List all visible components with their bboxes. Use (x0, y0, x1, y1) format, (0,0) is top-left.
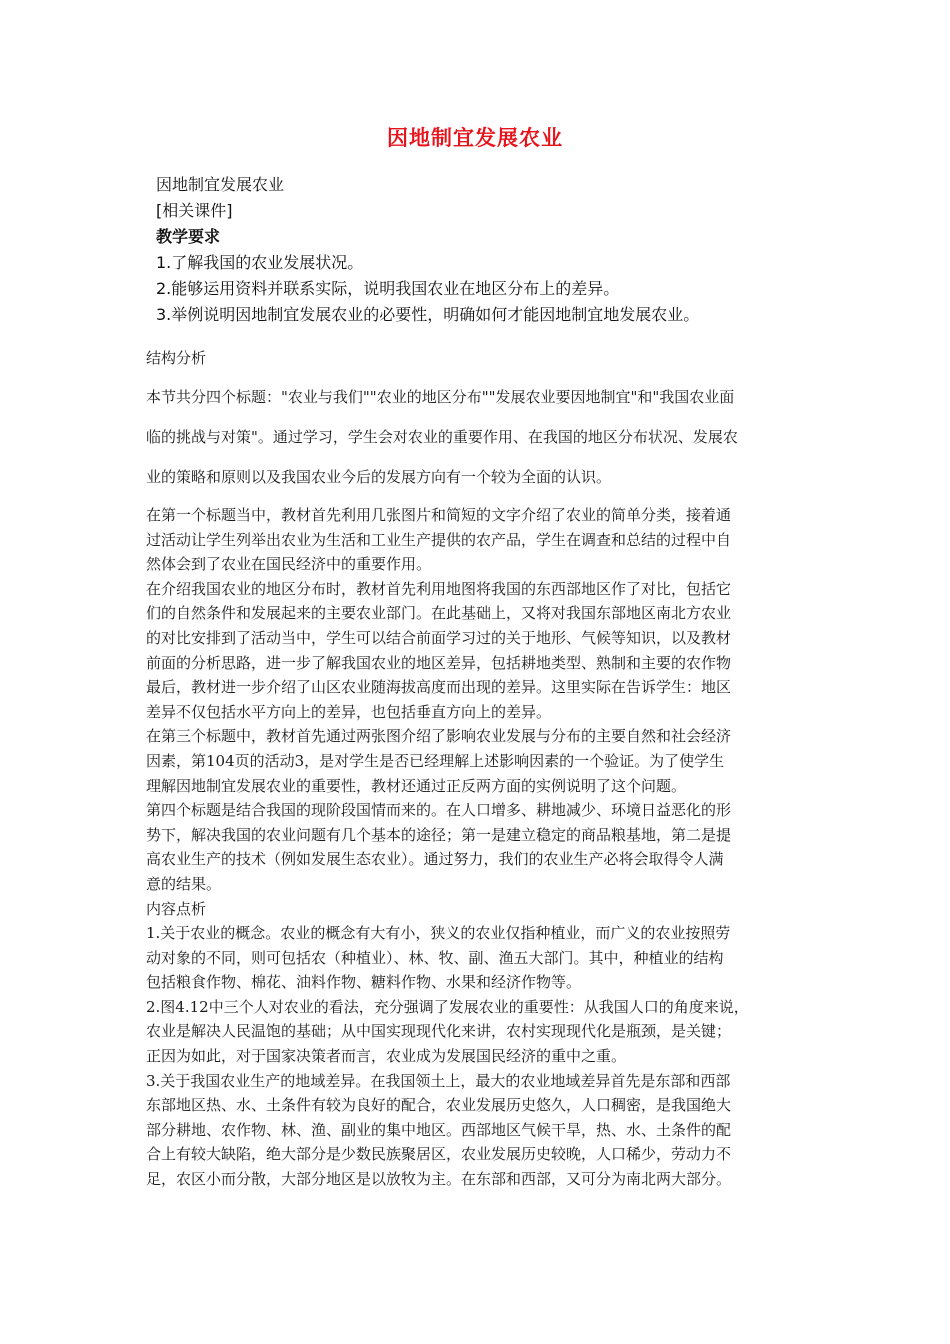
text-line: 前面的分析思路，进一步了解我国农业的地区差异，包括耕地类型、熟制和主要的农作物 (146, 653, 732, 672)
requirement-item: 3.举例说明因地制宜发展农业的必要性，明确如何才能因地制宜地发展农业。 (156, 305, 700, 324)
text-line: 3.关于我国农业生产的地域差异。在我国领土上，最大的农业地域差异首先是东部和西部 (146, 1071, 731, 1090)
text-line: 最后，教材进一步介绍了山区农业随海拔高度而出现的差异。这里实际在告诉学生：地区 (146, 678, 732, 697)
text-line: 2.图4.12中三个人对农业的看法，充分强调了发展农业的重要性：从我国人口的角度来说， (146, 997, 749, 1016)
text-line: 包括粮食作物、棉花、油料作物、糖料作物、水果和经济作物等。 (146, 973, 582, 992)
text-line: 正因为如此，对于国家决策者而言，农业成为发展国民经济的重中之重。 (146, 1047, 627, 1066)
text-line: 们的自然条件和发展起来的主要农业部门。在此基础上，又将对我国东部地区南北方农业 (146, 604, 732, 623)
text-line: 东部地区热、水、土条件有较为良好的配合，农业发展历史悠久，人口稠密，是我国绝大 (146, 1096, 732, 1115)
text-line: 第四个标题是结合我国的现阶段国情而来的。在人口增多、耕地减少、环境日益恶化的形 (146, 801, 732, 820)
text-line: 意的结果。 (146, 874, 222, 893)
text-line: 在第三个标题中，教材首先通过两张图介绍了影响农业发展与分布的主要自然和社会经济 (146, 727, 732, 746)
text-line: 足，农区小而分散，大部分地区是以放牧为主。在东部和西部，又可分为南北两大部分。 (146, 1170, 732, 1189)
text-line: 本节共分四个标题："农业与我们""农业的地区分布""发展农业要因地制宜"和"我国农业面 (146, 388, 735, 406)
text-line: 在介绍我国农业的地区分布时，教材首先利用地图将我国的东西部地区作了对比，包括它 (146, 579, 732, 598)
text-line: 在第一个标题当中，教材首先利用几张图片和简短的文字介绍了农业的简单分类，接着通 (146, 506, 732, 524)
related-courseware-label: [相关课件] (156, 201, 233, 220)
text-line: 1.关于农业的概念。农业的概念有大有小，狭义的农业仅指种植业，而广义的农业按照劳 (146, 924, 731, 943)
requirements-heading: 教学要求 (156, 227, 221, 246)
text-line: 因素，第104页的活动3，是对学生是否已经理解上述影响因素的一个验证。为了使学生 (146, 751, 725, 770)
scanned-subtitle: 因地制宜发展农业 (156, 175, 285, 194)
text-line: 高农业生产的技术（例如发展生态农业）。通过努力，我们的农业生产必将会取得令人满 (146, 850, 724, 869)
text-line: 农业是解决人民温饱的基础；从中国实现现代化来讲，农村实现现代化是瓶颈，是关键； (146, 1022, 732, 1041)
text-line: 合上有较大缺陷，绝大部分是少数民族聚居区，农业发展历史较晚，人口稀少，劳动力不 (146, 1145, 732, 1164)
text-line: 业的策略和原则以及我国农业今后的发展方向有一个较为全面的认识。 (146, 468, 612, 486)
text-line: 差异不仅包括水平方向上的差异，也包括垂直方向上的差异。 (146, 702, 552, 721)
body-text (146, 503, 816, 1192)
intro-paragraph (146, 377, 806, 497)
text-line: 势下，解决我国的农业问题有几个基本的途径；第一是建立稳定的商品粮基地，第二是提 (146, 825, 732, 844)
structure-heading: 结构分析 (146, 349, 207, 367)
text-line: 过活动让学生列举出农业为生活和工业生产提供的农产品，学生在调查和总结的过程中自 (146, 530, 732, 549)
document-title: 因地制宜发展农业 (387, 126, 563, 150)
text-line: 的对比安排到了活动当中，学生可以结合前面学习过的关于地形、气候等知识，以及教材 (146, 628, 732, 647)
content-analysis-heading: 内容点析 (146, 899, 207, 918)
scanned-header-block (156, 172, 756, 328)
text-line: 理解因地制宜发展农业的重要性，教材还通过正反两方面的实例说明了这个问题。 (146, 776, 687, 795)
text-line: 部分耕地、农作物、林、渔、副业的集中地区。西部地区气候干旱，热、水、土条件的配 (146, 1120, 732, 1139)
text-line: 动对象的不同，则可包括农（种植业）、林、牧、副、渔五大部门。其中，种植业的结构 (146, 948, 724, 967)
text-line: 然体会到了农业在国民经济中的重要作用。 (146, 555, 432, 574)
requirement-item: 2.能够运用资料并联系实际，说明我国农业在地区分布上的差异。 (156, 279, 620, 298)
text-line: 临的挑战与对策"。通过学习，学生会对农业的重要作用、在我国的地区分布状况、发展农 (146, 428, 738, 446)
requirement-item: 1.了解我国的农业发展状况。 (156, 253, 364, 272)
